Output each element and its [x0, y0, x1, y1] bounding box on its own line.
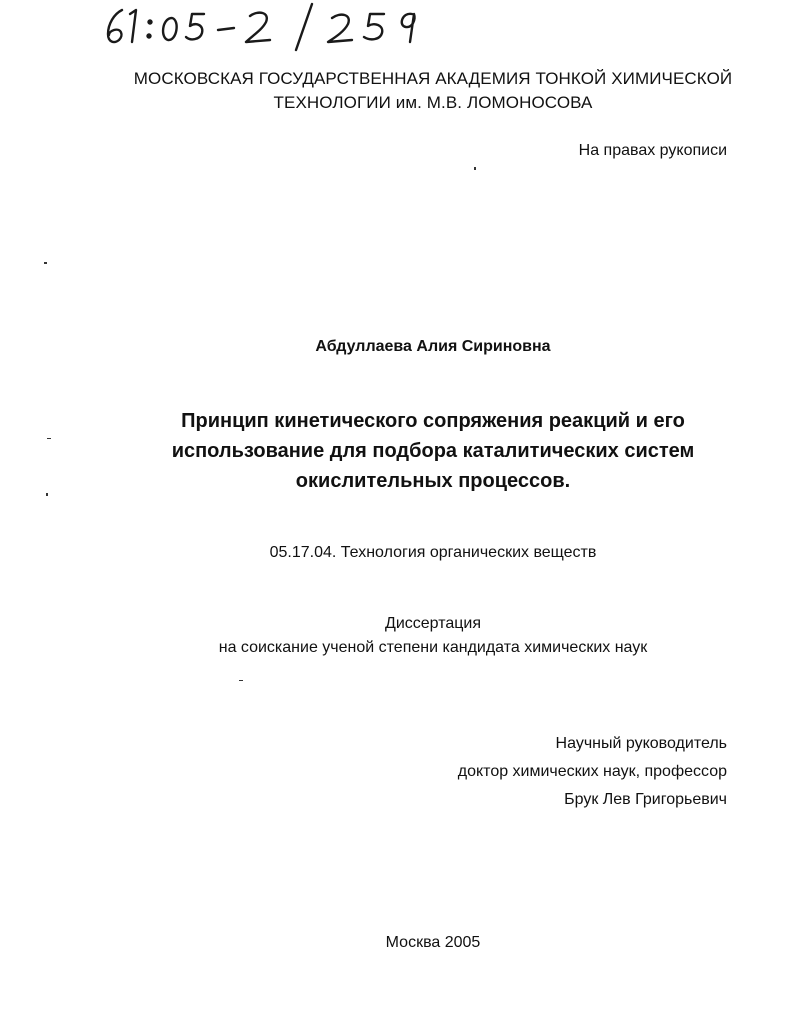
- institution-line-2: ТЕХНОЛОГИИ им. М.В. ЛОМОНОСОВА: [273, 93, 593, 112]
- title-line-3: окислительных процессов.: [295, 470, 571, 492]
- scan-speck: [47, 438, 51, 439]
- institution-name: [0, 67, 799, 115]
- scan-speck: [46, 493, 48, 496]
- scan-speck: [474, 167, 476, 170]
- handwritten-archive-code: [100, 0, 460, 52]
- supervisor-block: [458, 730, 727, 814]
- rights-note: На правах рукописи: [578, 142, 727, 159]
- supervisor-degree: доктор химических наук, профессор: [457, 763, 727, 780]
- institution-line-1: МОСКОВСКАЯ ГОСУДАРСТВЕННАЯ АКАДЕМИЯ ТОНКОЙ ХИМИЧЕСКОЙ: [133, 69, 733, 88]
- dissertation-line-2: на соискание ученой степени кандидата химических наук: [218, 639, 648, 656]
- scan-speck: [44, 262, 47, 264]
- dissertation-title: [0, 406, 799, 496]
- dissertation-line-1: Диссертация: [384, 615, 482, 632]
- dissertation-type: [0, 612, 799, 660]
- title-line-1: Принцип кинетического сопряжения реакций и его: [181, 410, 685, 432]
- handwritten-code-drawing: [100, 0, 460, 52]
- scan-speck: [239, 680, 243, 681]
- specialty-code: 05.17.04. Технология органических веществ: [269, 544, 597, 561]
- city-year: Москва 2005: [385, 934, 481, 951]
- supervisor-name: Брук Лев Григорьевич: [564, 791, 727, 808]
- author-name: Абдуллаева Алия Сириновна: [315, 338, 551, 355]
- title-line-2: использование для подбора каталитических систем: [171, 440, 695, 462]
- supervisor-role: Научный руководитель: [555, 735, 727, 752]
